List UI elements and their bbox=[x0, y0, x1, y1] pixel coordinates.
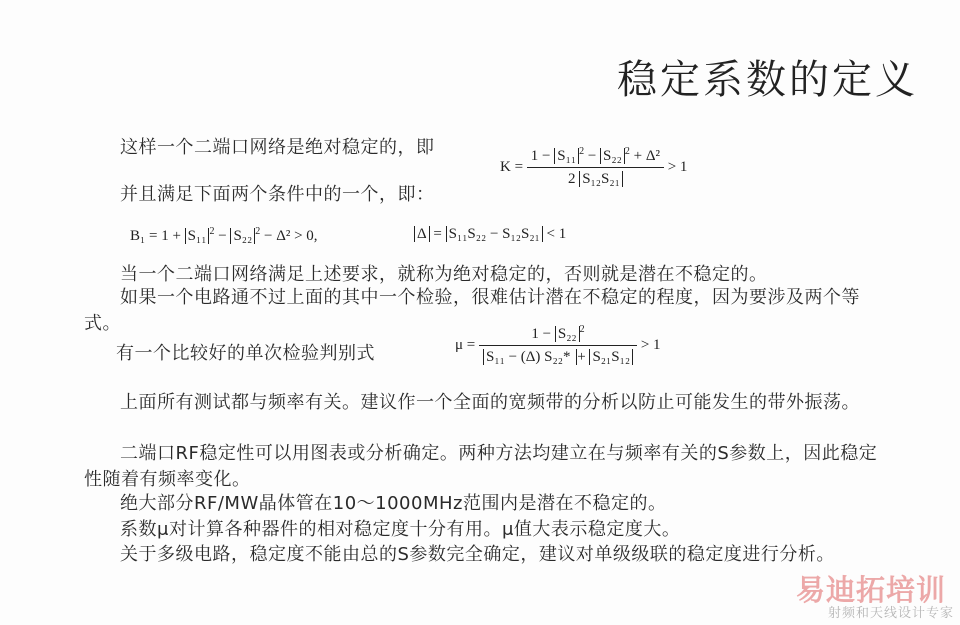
formula-delta bbox=[414, 226, 566, 243]
formula-mu-first-abs bbox=[483, 349, 577, 365]
formula-mu-lhs: μ = bbox=[455, 336, 476, 353]
formula-k-s11: S₁₁ bbox=[554, 148, 579, 164]
formula-mu-one: 1 − bbox=[531, 326, 552, 342]
formula-delta-lhs: Δ bbox=[414, 226, 430, 242]
formula-mu-s21s12: S₂₁S₁₂ bbox=[589, 349, 633, 365]
formula-mu-s11: S₁₁ − bbox=[486, 349, 518, 365]
paragraph-conditions: 并且满足下面两个条件中的一个，即： bbox=[120, 184, 435, 205]
formula-b1-sq1: 2 bbox=[209, 226, 215, 237]
formula-k-denominator bbox=[527, 167, 664, 188]
formula-mu-sq: 2 bbox=[579, 324, 585, 335]
paragraph-transistors: 绝大部分RF/MW晶体管在10～1000MHz范围内是潜在不稳定的。 bbox=[120, 493, 667, 514]
formula-mu bbox=[455, 324, 661, 366]
paragraph-rf-stability: 二端口RF稳定性可以用图表或分析确定。两种方法均建立在与频率有关的S参数上，因此稳定性随着有频率变化。 bbox=[84, 443, 878, 490]
formula-mu-fraction bbox=[479, 324, 637, 366]
formula-k-rhs: > 1 bbox=[667, 158, 688, 175]
formula-b1-lhs: B₁ = 1 + bbox=[130, 228, 181, 244]
formula-mu-delta: (Δ) bbox=[520, 349, 541, 365]
formula-delta-rhs: < 1 bbox=[546, 226, 567, 242]
formula-k-one: 1 − bbox=[530, 148, 551, 164]
formula-delta-eq: = bbox=[433, 226, 442, 242]
paragraph-multistage: 关于多级电路，稳定度不能由总的S参数完全确定，建议对单级级联的稳定度进行分析。 bbox=[120, 544, 835, 565]
formula-k bbox=[500, 146, 687, 188]
formula-b1-sq2: 2 bbox=[255, 226, 261, 237]
formula-k-sq2: 2 bbox=[624, 146, 630, 157]
formula-k-plus-delta: + Δ² bbox=[633, 148, 660, 164]
formula-k-two: 2 bbox=[567, 171, 576, 187]
paragraph-potentially-unstable: 当一个二端口网络满足上述要求，就称为绝对稳定的，否则就是潜在不稳定的。 bbox=[120, 264, 768, 285]
formula-b1-minus: − bbox=[218, 228, 227, 244]
watermark-tagline: 射频和天线设计专家 bbox=[827, 606, 954, 621]
formula-k-sq1: 2 bbox=[579, 146, 585, 157]
slide-title: 稳定系数的定义 bbox=[617, 57, 918, 103]
formula-k-minus: − bbox=[587, 148, 597, 164]
formula-k-fraction bbox=[527, 146, 664, 188]
paragraph-mu-coefficient: 系数μ对计算各种器件的相对稳定度十分有用。μ值大表示稳定度大。 bbox=[120, 519, 681, 540]
formula-k-numerator bbox=[527, 146, 664, 167]
paragraph-single-test: 有一个比较好的单次检验判别式 bbox=[116, 343, 375, 364]
watermark-logo: 易迪拓培训 bbox=[795, 573, 946, 607]
formula-delta-expr: S₁₁S₂₂ − S₁₂S₂₁ bbox=[446, 226, 543, 242]
formula-b1-rest: − Δ² > 0, bbox=[264, 228, 318, 244]
formula-mu-rhs: > 1 bbox=[640, 336, 661, 353]
formula-mu-numerator bbox=[479, 324, 637, 345]
formula-k-lhs: K = bbox=[500, 158, 524, 175]
formula-k-s22: S₂₂ bbox=[600, 148, 625, 164]
paragraph-two-equations: 如果一个电路通不过上面的其中一个检验，很难估计潜在不稳定的程度，因为要涉及两个等式。 bbox=[84, 287, 860, 334]
formula-mu-denominator bbox=[479, 345, 637, 366]
formula-b1-s11: S₁₁ bbox=[185, 228, 210, 244]
formula-mu-s22-conjugate: S₂₂* bbox=[544, 349, 571, 365]
formula-mu-plus: + bbox=[577, 349, 586, 365]
paragraph-absolute-stability: 这样一个二端口网络是绝对稳定的，即 bbox=[120, 137, 435, 158]
formula-k-s12s21: S₁₂S₂₁ bbox=[579, 171, 623, 187]
formula-mu-s22: S₂₂ bbox=[555, 326, 580, 342]
paragraph-frequency: 上面所有测试都与频率有关。建议作一个全面的宽频带的分析以防止可能发生的带外振荡。 bbox=[120, 392, 860, 413]
formula-b1 bbox=[130, 226, 318, 245]
formula-b1-s22: S₂₂ bbox=[230, 228, 255, 244]
